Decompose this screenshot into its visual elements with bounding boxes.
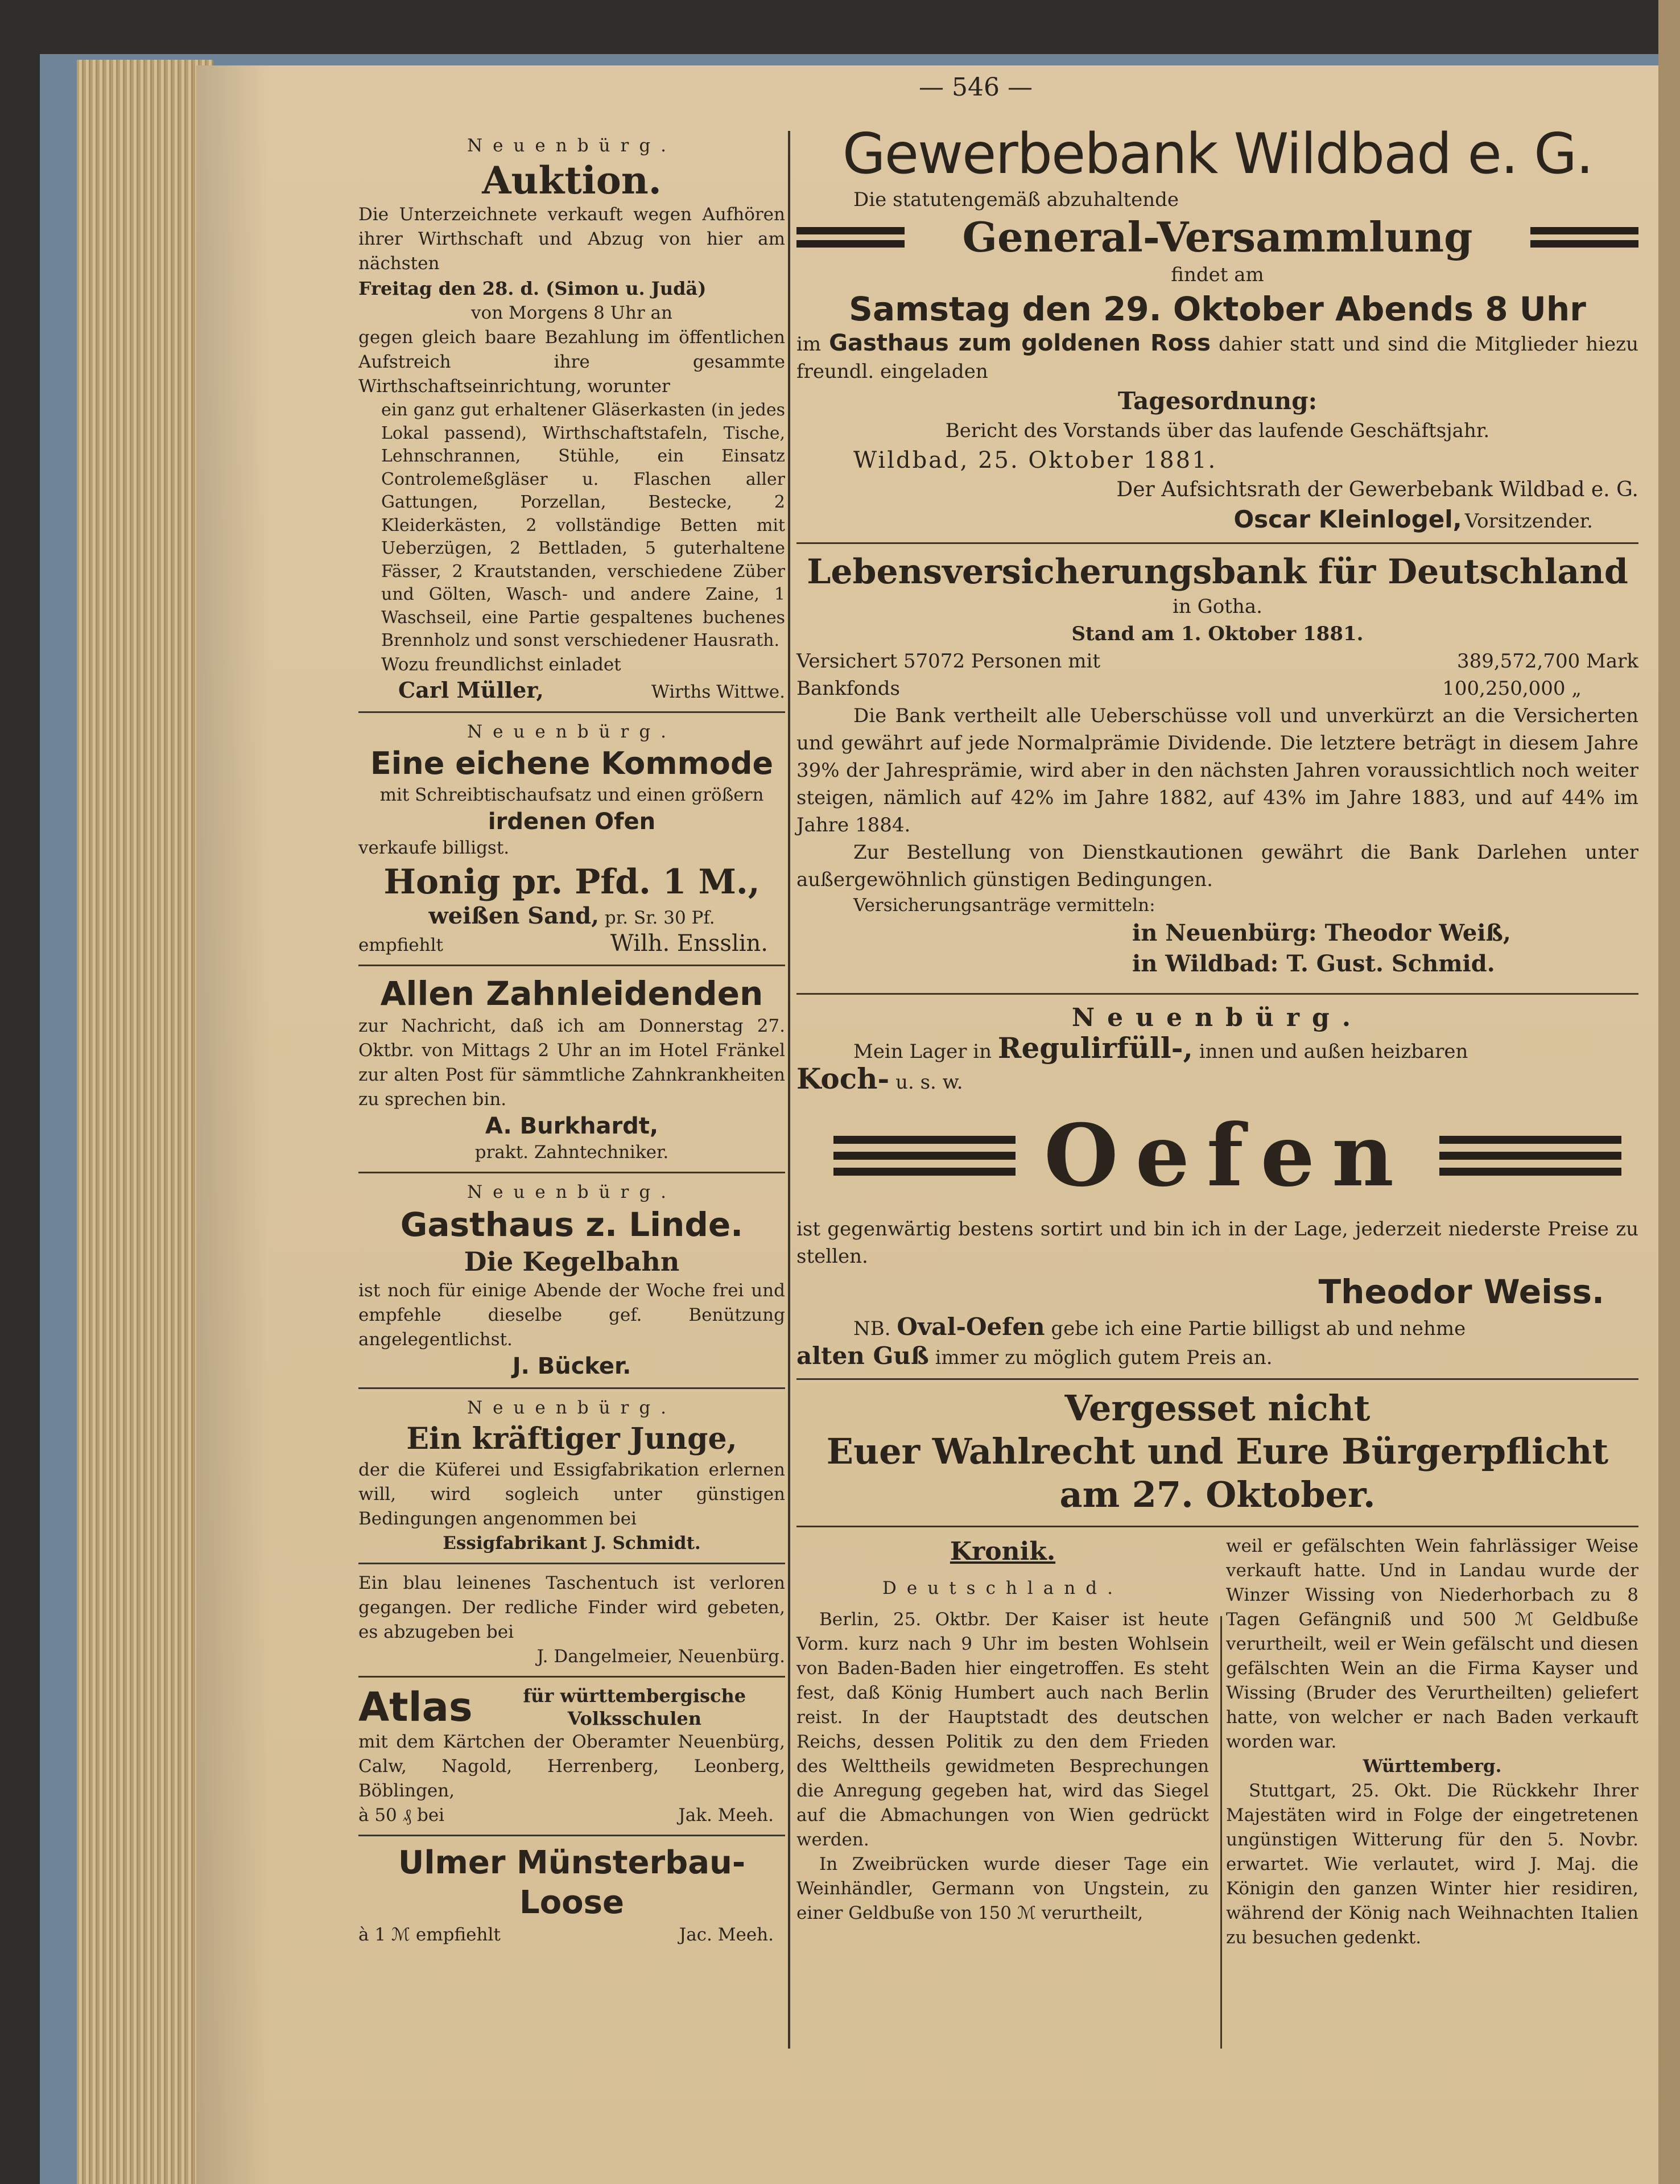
oven-line1-bold: Regulirfüll-, [997, 1031, 1193, 1065]
insurance-row-insured [796, 648, 1638, 675]
atlas-text: mit dem Kärtchen der Oberamter Neuenbürg, Calw, Nagold, Herrenberg, Leonberg, Böblingen, [358, 1731, 785, 1801]
insurance-para2: Zur Bestellung von Dienstkautionen gewährt die Bank Darlehen unter außergewöhnlich günstigen Bedingungen. [796, 841, 1638, 891]
oven-place: Neuenbürg. [1071, 1003, 1364, 1032]
auction-signer: Carl Müller, [398, 677, 544, 703]
insured-value: 389,572,700 Mark [1456, 650, 1638, 673]
oven-seller: Theodor Weiss. [1318, 1272, 1604, 1311]
oven-line2 [796, 1062, 1638, 1096]
linde-ad [358, 1180, 785, 1381]
insurance-row-fund [796, 675, 1638, 702]
kommode-seller-line [358, 930, 785, 958]
auction-items: ein ganz gut erhaltener Gläserkasten (in jedes Lokal passend), Wirthschaftstafeln, Tische, Lehnschrannen, Stühle, ein Einsatz Controlemeßgläser u. Flaschen aller Gattungen, Porzellan, Bestecke, 2 Kleiderkästen, 2 vollständige Betten mit Ueberzügen, 2 Bettladen, 5 guterhaltene Fässer, 2 Krautstanden, verschiedene Züber und Gölten, Wasch- und andere Zaine, 1 Waschseil, eine Partie gespaltenes buchenes Brennholz und sonst verschiedener Hausrath. [381, 400, 785, 650]
divider [796, 1378, 1638, 1380]
kommode-line2: irdenen Ofen [488, 808, 656, 835]
page-number: — 546 — [919, 73, 1033, 102]
kommode-ad [358, 720, 785, 958]
kommode-seller: Wilh. Ensslin. [610, 930, 768, 957]
dentist-name: A. Burkhardt, [485, 1112, 659, 1139]
oven-title-row [833, 1107, 1621, 1204]
divider [358, 1563, 785, 1564]
chronicle-region: Württemberg. [1363, 1756, 1502, 1777]
apprentice-text: der die Küferei und Essigfabrikation erlernen will, wird sogleich unter günstigen Bedingungen angenommen bei [358, 1459, 785, 1529]
atlas-header [358, 1684, 785, 1730]
oven-nb-line2 [796, 1342, 1638, 1371]
election-line2: Euer Wahlrecht und Eure Bürgerpflicht [826, 1431, 1609, 1472]
divider [358, 1835, 785, 1836]
chronicle-stuttgart: Stuttgart, 25. Okt. Die Rückkehr Ihrer Majestäten wird in Folge der eingetretenen ungünstigen Witterung für den 5. Novbr. erwartet. Wie verlautet, wird J. Maj. die Königin den ganzen Winter hier residiren, während der König nach Weihnachten Italien zu besuchen gedenkt. [1226, 1781, 1638, 1948]
divider [796, 1526, 1638, 1527]
agenda-label: Tagesordnung: [1117, 387, 1318, 415]
right-column [796, 122, 1638, 1950]
auction-title: Auktion. [482, 158, 662, 203]
oven-line2-bold: Koch- [796, 1062, 890, 1095]
bank-heading-row [796, 213, 1638, 261]
oven-text: ist gegenwärtig bestens sortirt und bin ich in der Lage, jederzeit niederste Preise zu stellen. [796, 1218, 1638, 1268]
chronicle-berlin: Berlin, 25. Oktbr. Der Kaiser ist heute Vorm. kurz nach 9 Uhr im besten Wohlsein von Baden-Baden hier eingetroffen. Es steht fest, daß König Humbert auch nach Berlin reist. In der Hauptstadt des deutschen Reichs, dessen Politik zu den dem Frieden des Welttheils gewidmeten Besprechungen die Anregung gegeben hat, wird das Siegel auf die Abmachungen von Wien gedrückt werden. [796, 1609, 1209, 1850]
lottery-ad [358, 1843, 785, 1947]
bank-council: Der Aufsichtsrath der Gewerbebank Wildbad e. G. [1116, 478, 1638, 501]
auction-date: Freitag den 28. d. (Simon u. Judä) [358, 278, 707, 299]
bank-venue-name: Gasthaus zum goldenen Ross [829, 330, 1211, 356]
chronicle-country: Deutschland. [882, 1578, 1123, 1598]
bank-chair-title: Vorsitzender. [1464, 510, 1593, 533]
divider [796, 542, 1638, 544]
divider [796, 993, 1638, 995]
insured-label: Versichert 57072 Personen mit [796, 650, 1101, 673]
lost-item-ad [358, 1571, 785, 1669]
auction-intro: Die Unterzeichnete verkauft wegen Aufhören ihrer Wirthschaft und Abzug von hier am nächsten [358, 204, 785, 274]
divider [358, 711, 785, 713]
election-line1: Vergesset nicht [1064, 1387, 1371, 1429]
atlas-price-line [358, 1803, 785, 1828]
divider [358, 1387, 785, 1389]
kommode-line1: mit Schreibtischaufsatz und einen größern [379, 784, 764, 805]
lottery-price: à 1 ℳ empfiehlt [358, 1924, 501, 1945]
oven-title: Oefen [1043, 1106, 1411, 1206]
fund-label: Bankfonds [796, 677, 900, 700]
apprentice-title: Ein kräftiger Junge, [406, 1421, 737, 1456]
linde-place: Neuenbürg. [467, 1181, 677, 1202]
chronicle-right-column [1226, 1534, 1638, 1950]
insurance-agent1: in Neuenbürg: Theodor Weiß, [1132, 920, 1511, 946]
honey-price: Honig pr. Pfd. 1 M., [383, 862, 760, 902]
divider [358, 965, 785, 966]
agenda-text: Bericht des Vorstands über das laufende Geschäftsjahr. [945, 419, 1490, 442]
chronicle-title: Kronik. [950, 1537, 1056, 1566]
sand-line [358, 904, 785, 930]
left-column [358, 131, 785, 1947]
auction-ad [358, 134, 785, 704]
bank-venue [796, 329, 1638, 385]
divider [358, 1676, 785, 1678]
ornament-bars-right [1439, 1128, 1621, 1184]
lost-item-name: J. Dangelmeier, Neuenbürg. [536, 1646, 785, 1667]
linde-name: J. Bücker. [512, 1353, 631, 1379]
atlas-price: à 50 ₰ bei [358, 1804, 445, 1826]
bank-heading: General-Versammlung [962, 213, 1473, 261]
oven-nb [853, 1313, 1638, 1342]
page-right-edge [1658, 0, 1680, 2184]
insurance-agents-label: Versicherungsanträge vermitteln: [853, 895, 1155, 916]
fund-value: 100,250,000 „ [1442, 677, 1582, 700]
bank-chair: Oscar Kleinlogel, [1233, 505, 1462, 533]
bank-venue-pre: im [796, 333, 822, 356]
page-stack-edge [77, 60, 213, 2184]
ornament-bars-left [833, 1128, 1016, 1184]
chronicle [796, 1534, 1638, 1950]
oven-line1 [853, 1031, 1638, 1065]
atlas-subtitle: für württembergische Volksschulen [523, 1684, 746, 1729]
auction-invite: Wozu freundlichst einladet [381, 654, 621, 675]
oven-ad [796, 1002, 1638, 1371]
bank-date: Samstag den 29. Oktober Abends 8 Uhr [849, 290, 1586, 328]
dentist-text: zur Nachricht, daß ich am Donnerstag 27. Oktbr. von Mittags 2 Uhr an im Hotel Fränkel zur alten Post für sämmtliche Zahnkrankheiten zu sprechen bin. [358, 1015, 785, 1110]
auction-place: Neuenbürg. [467, 135, 677, 156]
kommode-recommend: empfiehlt [358, 934, 443, 955]
oven-nb-bold2: alten Guß [796, 1342, 929, 1370]
insurance-para1: Die Bank vertheilt alle Ueberschüsse voll und unverkürzt an die Versicherten und gewährt auf jede Normalprämie Dividende. Die letztere beträgt in diesem Jahre 39% der Jahresprämie, wird aber in den nächsten Jahren voraussichtlich noch weiter steigen, nämlich auf 42% im Jahre 1882, auf 43% im Jahre 1883, und auf 44% im Jahre 1884. [796, 704, 1638, 836]
atlas-title: Atlas [358, 1683, 473, 1730]
linde-subtitle: Die Kegelbahn [464, 1246, 680, 1277]
apprentice-ad [358, 1396, 785, 1556]
kommode-title: Eine eichene Kommode [370, 745, 774, 781]
bank-venue-post: dahier statt und sind die Mitglieder hiezu freundl. eingeladen [796, 333, 1638, 383]
oven-nb-text2: immer zu möglich gutem Preis an. [935, 1346, 1273, 1369]
bank-chair-line [796, 504, 1593, 535]
oven-nb-bold: Oval-Oefen [897, 1313, 1045, 1341]
atlas-seller: Jak. Meeh. [678, 1804, 774, 1826]
bank-dateline: Wildbad, 25. Oktober 1881. [853, 447, 1217, 473]
divider [358, 1172, 785, 1173]
election-notice [796, 1387, 1638, 1517]
ornament-bars-right [1530, 221, 1638, 253]
ornament-bars-left [796, 221, 905, 253]
oven-nb-text: gebe ich eine Partie billigst ab und nehme [1051, 1317, 1466, 1340]
dentist-ad [358, 973, 785, 1165]
kommode-place: Neuenbürg. [467, 721, 677, 742]
insurance-title: Lebensversicherungsbank für Deutschland [807, 552, 1628, 592]
chronicle-wine: weil er gefälschten Wein fahrlässiger Weise verkauft hatte. Und in Landau wurde der Winzer Wissing von Niederhorbach zu 8 Tagen Gefängniß und 500 ℳ Geldbuße verurtheilt, weil er Wein gefälscht und diesen gefälschten Wein an die Firma Kayser und Wissing (Bruder des Verurtheilten) geliefert hatte, von welcher er nach Baden verkauft worden war. [1226, 1536, 1638, 1752]
apprentice-name: Essigfabrikant J. Schmidt. [443, 1532, 701, 1553]
chronicle-zweibruecken: In Zweibrücken wurde dieser Tage ein Weinhändler, Germann von Ungstein, zu einer Geldbuße von 150 ℳ verurtheilt, [796, 1854, 1209, 1923]
auction-time: von Morgens 8 Uhr an [471, 303, 672, 323]
lost-item-text: Ein blau leinenes Taschentuch ist verloren gegangen. Der redliche Finder wird gebeten, es abzugeben bei [358, 1572, 785, 1642]
oven-line2-post: u. s. w. [895, 1071, 963, 1094]
auction-terms: gegen gleich baare Bezahlung im öffentlichen Aufstreich ihre gesammte Wirthschaftseinrichtung, worunter [358, 327, 785, 397]
sand-label: weißen Sand, [428, 902, 600, 929]
dentist-profession: prakt. Zahntechniker. [474, 1142, 669, 1163]
bank-line2: findet am [1171, 263, 1264, 286]
election-line3: am 27. Oktober. [1059, 1474, 1376, 1515]
lottery-price-line [358, 1923, 785, 1947]
apprentice-place: Neuenbürg. [467, 1397, 677, 1418]
linde-text: ist noch für einige Abende der Woche frei und empfehle dieselbe gef. Benützung angelegentlichst. [358, 1280, 785, 1350]
sand-price: pr. Sr. 30 Pf. [604, 907, 715, 928]
column-divider [788, 131, 790, 2049]
lottery-title: Ulmer Münsterbau-Loose [398, 1844, 746, 1921]
oven-line1-pre: Mein Lager in [853, 1040, 992, 1063]
auction-signer-title: Wirths Wittwe. [651, 681, 785, 702]
bank-title: Gewerbebank Wildbad e. G. [842, 122, 1593, 187]
insurance-agent2: in Wildbad: T. Gust. Schmid. [1132, 950, 1495, 977]
atlas-ad [358, 1684, 785, 1828]
chronicle-left-column [796, 1534, 1209, 1950]
bank-ad [796, 122, 1638, 535]
insurance-status: Stand am 1. Oktober 1881. [1071, 623, 1364, 645]
insurance-city: in Gotha. [1173, 595, 1262, 618]
bank-line1: Die statutengemäß abzuhaltende [853, 188, 1179, 211]
oven-nb-pre: NB. [853, 1317, 891, 1340]
linde-title: Gasthaus z. Linde. [400, 1205, 744, 1244]
dentist-title: Allen Zahnleidenden [380, 974, 763, 1013]
auction-signature [398, 677, 785, 704]
oven-line1-post: innen und außen heizbaren [1199, 1040, 1468, 1063]
insurance-ad [796, 551, 1638, 979]
lottery-seller: Jac. Meeh. [679, 1924, 774, 1945]
kommode-line3: verkaufe billigst. [358, 837, 510, 858]
